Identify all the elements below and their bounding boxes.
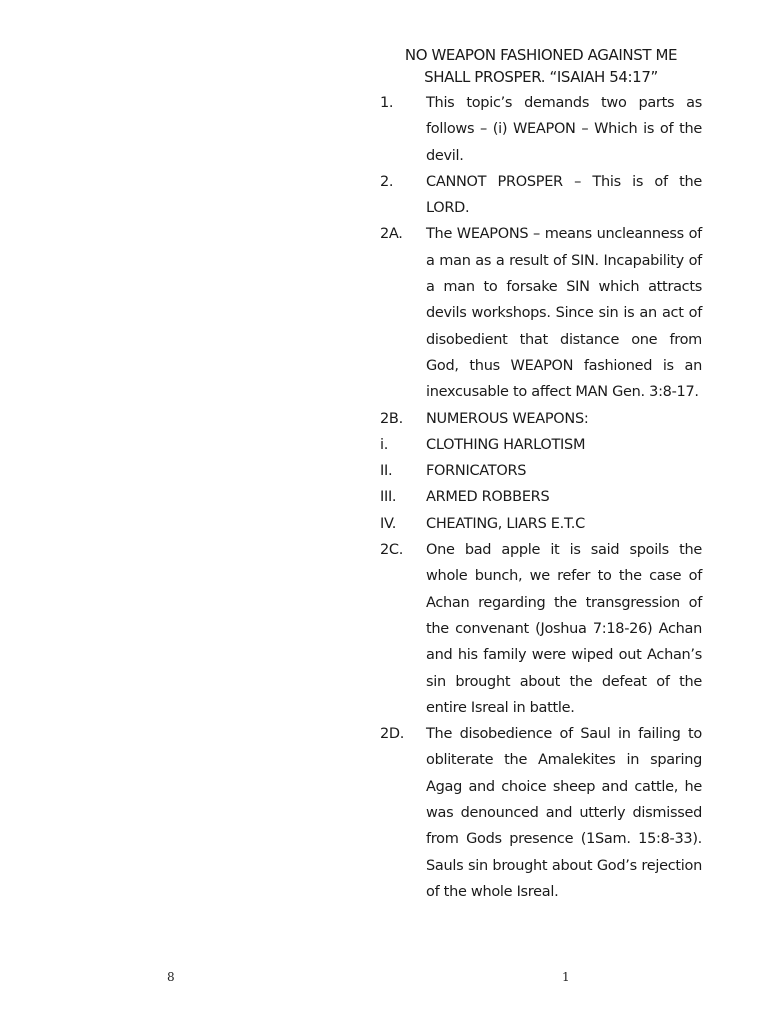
list-item (380, 169, 702, 222)
list-item-number: IV. (380, 515, 397, 532)
list-item-number: 2D. (380, 726, 405, 743)
list-item (380, 484, 702, 510)
title-line-1: NO WEAPON FASHIONED AGAINST ME (404, 46, 678, 64)
list-item (380, 511, 702, 537)
list-item (380, 537, 702, 721)
list-item-number: 1. (380, 95, 394, 111)
list-item (380, 90, 702, 169)
list-item (380, 458, 702, 484)
list-item-number: 2A. (380, 226, 403, 243)
list-item-text: One bad apple it is said spoils the whole bunch, we refer to the case of Achan regarding the transgression of the convenant (Joshua 7:18-26) Achan and his family were wiped out Achan’s sin brought about the defeat of the entire Isreal in battle. (426, 542, 702, 716)
list-item (380, 406, 702, 432)
list-item-text: This topic’s demands two parts as follows – (i) WEAPON – Which is of the devil. (426, 95, 702, 164)
list-item-text: FORNICATORS (426, 463, 527, 480)
list-item-text: CANNOT PROSPER – This is of the LORD. (426, 173, 702, 217)
list-item-text: NUMEROUS WEAPONS: (426, 410, 589, 427)
list-item-number: i. (380, 436, 389, 453)
list-item-text: ARMED ROBBERS (426, 489, 550, 506)
list-item (380, 221, 702, 405)
right-page-number: 1 (562, 970, 570, 984)
numbered-list (380, 90, 702, 905)
list-item-number: 2. (380, 173, 394, 190)
list-item-text: The disobedience of Saul in failing to obliterate the Amalekites in sparing Agag and choice sheep and cattle, he was denounced and utterly dismissed from Gods presence (1Sam. 15:8-33). Sauls sin brought about God’s rejection of the whole Isreal. (426, 726, 702, 900)
list-item-number: 2B. (380, 410, 403, 427)
list-item (380, 721, 702, 905)
list-item-text: CHEATING, LIARS E.T.C (426, 515, 585, 532)
list-item-number: III. (380, 489, 397, 506)
list-item-text: The WEAPONS – means uncleanness of a man as a result of SIN. Incapability of a man to forsake SIN which attracts devils workshops. Since sin is an act of disobedient that distance one from God, thus WEAPON fashioned is an inexcusable to affect MAN Gen. 3:8-17. (426, 226, 702, 401)
list-item-text: CLOTHING HARLOTISM (426, 436, 586, 453)
list-item-number: 2C. (380, 542, 404, 559)
page-title (374, 44, 708, 88)
list-item-number: II. (380, 463, 393, 480)
title-line-2: SHALL PROSPER. “ISAIAH 54:17” (424, 68, 658, 86)
left-page-number: 8 (167, 970, 175, 984)
list-item (380, 432, 702, 458)
